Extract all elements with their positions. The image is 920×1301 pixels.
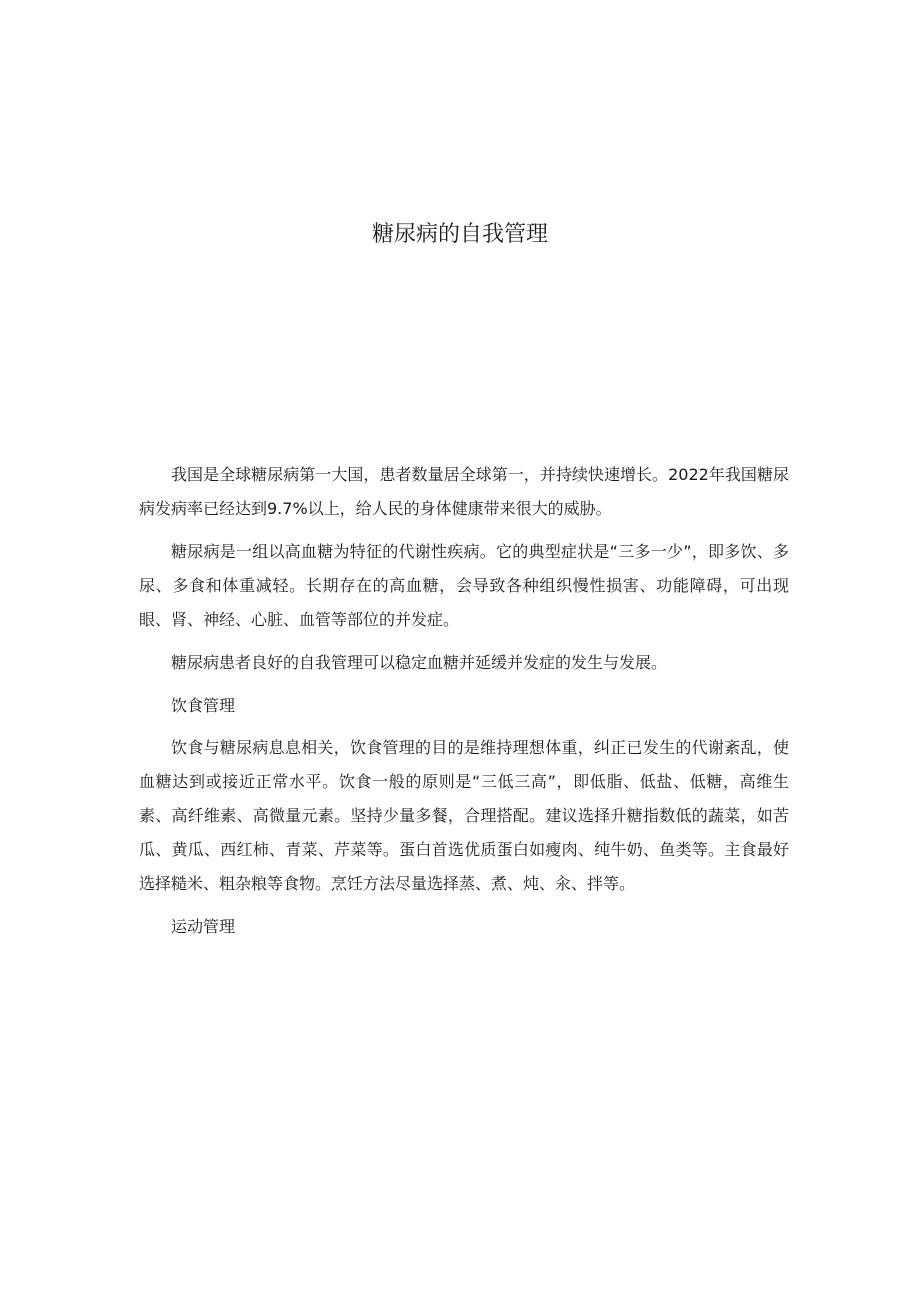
document-title: 糖尿病的自我管理 (371, 222, 548, 247)
paragraph-diet: 饮食与糖尿病息息相关，饮食管理的目的是维持理想体重，纠正已发生的代谢紊乱，使血糖达到或接近正常水平。饮食一般的原则是“三低三高”，即低脂、低盐、低糖，高维生素、高纤维素、高微量元素。坚持少量多餐，合理搭配。建议选择升糖指数低的蔬菜，如苦瓜、黄瓜、西红柿、青菜、芹菜等。蛋白首选优质蛋白如瘦肉、纯牛奶、鱼类等。主食最好选择糙米、粗杂粮等食物。烹饪方法尽量选择蒸、煮、炖、汆、拌等。 (139, 738, 789, 893)
paragraph-self-management: 糖尿病患者良好的自我管理可以稳定血糖并延缓并发症的发生与发展。 (171, 653, 668, 672)
section-heading-diet: 饮食管理 (171, 696, 236, 715)
document-body (139, 458, 789, 952)
paragraph-intro: 我国是全球糖尿病第一大国，患者数量居全球第一，并持续快速增长。2022年我国糖尿病发病率已经达到9.7%以上，给人民的身体健康带来很大的威胁。 (139, 465, 789, 518)
paragraph-definition: 糖尿病是一组以高血糖为特征的代谢性疾病。它的典型症状是“三多一少”，即多饮、多尿、多食和体重减轻。长期存在的高血糖，会导致各种组织慢性损害、功能障碍，可出现眼、肾、神经、心脏、血管等部位的并发症。 (139, 542, 789, 629)
section-heading-exercise: 运动管理 (171, 917, 236, 936)
